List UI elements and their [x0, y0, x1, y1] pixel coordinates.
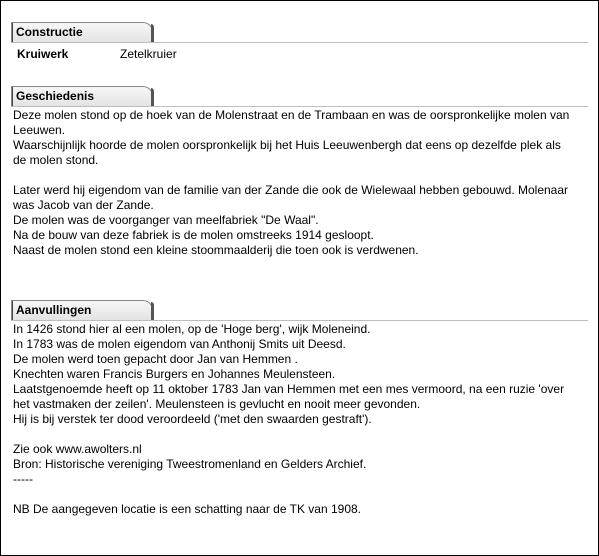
- section-title-geschiedenis: Geschiedenis: [16, 89, 95, 103]
- geschiedenis-text: [13, 108, 588, 258]
- section-header-constructie: [11, 22, 588, 44]
- aanvullingen-text: [13, 322, 588, 517]
- text-line: het vastmaken der zeilen'. Meulensteen is gevlucht en nooit meer gevonden.: [13, 397, 421, 411]
- constructie-value: Zetelkruier: [120, 47, 177, 61]
- section-header-aanvullingen: [11, 300, 588, 322]
- text-line: [13, 487, 588, 502]
- text-line: De molen werd toen gepacht door Jan van Hemmen .: [13, 352, 298, 366]
- text-line: Zie ook www.awolters.nl: [13, 442, 142, 456]
- text-line: Hij is bij verstek ter dood veroordeeld ('met den swaarden gestraft').: [13, 412, 372, 426]
- section-divider: [11, 106, 588, 107]
- section-title-aanvullingen: Aanvullingen: [16, 303, 92, 317]
- text-line: NB De aangegeven locatie is een schatting naar de TK van 1908.: [13, 502, 362, 516]
- text-line: Leeuwen.: [13, 123, 66, 137]
- section-tab-shadow: [151, 24, 154, 42]
- text-line: Bron: Historische vereniging Tweestromenland en Gelders Archief.: [13, 457, 367, 471]
- section-title-constructie: Constructie: [16, 25, 83, 39]
- section-header-geschiedenis: [11, 86, 588, 108]
- text-line: Waarschijnlijk hoorde de molen oorspronkelijk bij het Huis Leeuwenbergh dat eens op dezelfde plek als: [13, 138, 561, 152]
- section-divider: [11, 42, 588, 43]
- text-line: De molen was de voorganger van meelfabriek "De Waal".: [13, 213, 319, 227]
- text-line: Knechten waren Francis Burgers en Johannes Meulensteen.: [13, 367, 336, 381]
- text-line: was Jacob van der Zande.: [13, 198, 154, 212]
- section-tab-shadow: [151, 88, 154, 106]
- text-line: In 1426 stond hier al een molen, op de 'Hoge berg', wijk Moleneind.: [13, 322, 371, 336]
- text-line: Naast de molen stond een kleine stoommaalderij die toen ook is verdwenen.: [13, 243, 419, 257]
- text-line: de molen stond.: [13, 153, 99, 167]
- section-divider: [11, 320, 588, 321]
- text-line: Na de bouw van deze fabriek is de molen omstreeks 1914 gesloopt.: [13, 228, 374, 242]
- text-line: -----: [13, 472, 33, 486]
- constructie-label: Kruiwerk: [17, 47, 69, 61]
- text-line: Laatstgenoemde heeft op 11 oktober 1783 Jan van Hemmen met een mes vermoord, na een ruzie 'over: [13, 382, 565, 396]
- text-line: [13, 427, 588, 442]
- text-line: In 1783 was de molen eigendom van Anthonij Smits uit Deesd.: [13, 337, 346, 351]
- section-tab-shadow: [151, 302, 154, 320]
- text-line: Later werd hij eigendom van de familie van der Zande die ook de Wielewaal hebben gebouwd. Molenaar: [13, 183, 569, 197]
- text-line: [13, 168, 588, 183]
- text-line: Deze molen stond op de hoek van de Molenstraat en de Trambaan en was de oorspronkelijke molen van: [13, 108, 570, 122]
